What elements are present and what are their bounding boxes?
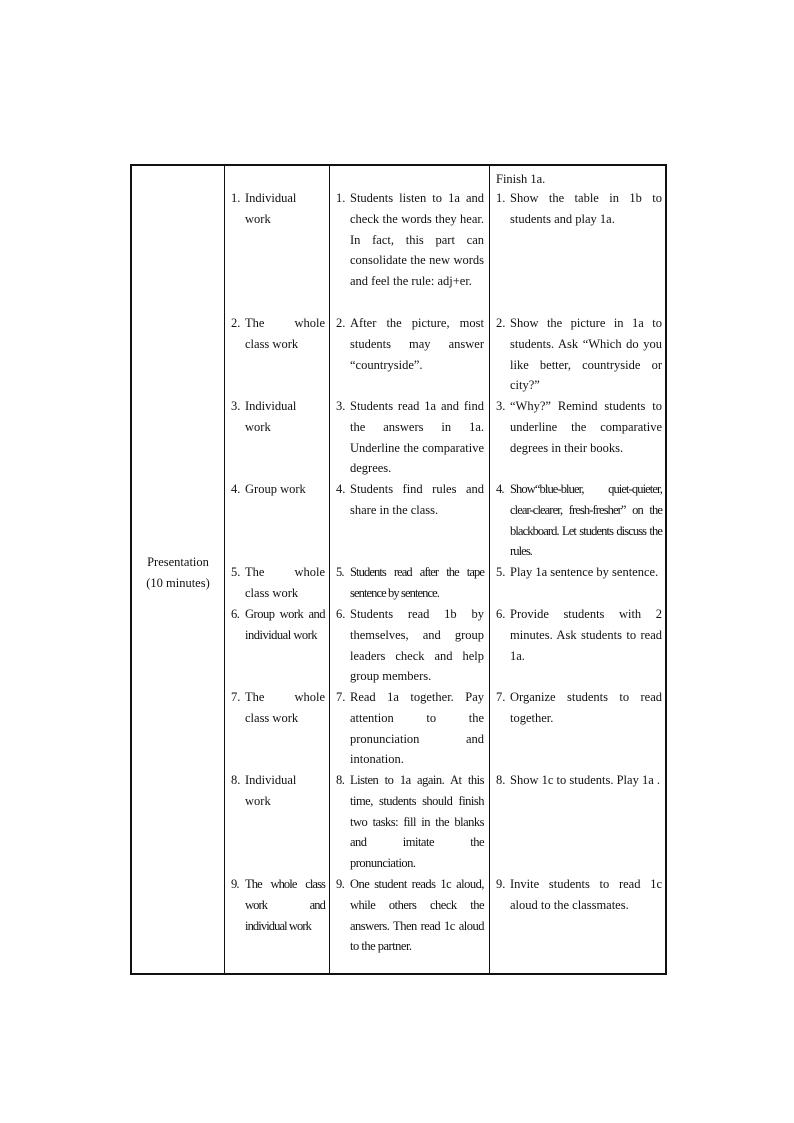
teacher-activity-cell: 7. Organize students to read together. bbox=[496, 690, 662, 725]
student-activity-cell: 1. Students listen to 1a and check the words they hear. In fact, this part can consolidate the new words and feel the rule: adj+er. bbox=[336, 191, 484, 289]
section-duration: (10 minutes) bbox=[146, 576, 210, 590]
mode-cell: 1. Individual work bbox=[231, 191, 297, 226]
teacher-column-header: Finish 1a. bbox=[496, 172, 546, 186]
activity-mode-column bbox=[231, 166, 325, 973]
mode-cell: 9. The whole class work and individual work bbox=[231, 877, 325, 933]
mode-cell: 2. The whole class work bbox=[231, 316, 325, 351]
student-activity-cell: 5. Students read after the tape sentence by sentence. bbox=[336, 565, 484, 600]
section-label bbox=[132, 552, 224, 594]
section-name: Presentation bbox=[147, 555, 209, 569]
student-activity-cell: 9. One student reads 1c aloud, while others check the answers. Then read 1c aloud to the partner. bbox=[336, 877, 484, 954]
mode-cell: 5. The whole class work bbox=[231, 565, 325, 600]
teacher-activity-cell: 1. Show the table in 1b to students and play 1a. bbox=[496, 191, 662, 226]
student-activity-cell: 6. Students read 1b by themselves, and group leaders check and help group members. bbox=[336, 607, 484, 684]
student-activity-cell: 3. Students read 1a and find the answers in 1a. Underline the comparative degrees. bbox=[336, 399, 484, 476]
mode-cell: 7. The whole class work bbox=[231, 690, 325, 725]
teacher-activity-cell: 5. Play 1a sentence by sentence. bbox=[496, 565, 659, 579]
lesson-plan-table bbox=[130, 164, 667, 975]
mode-cell: 8. Individual work bbox=[231, 773, 297, 808]
mode-cell: 4. Group work bbox=[231, 482, 306, 496]
student-activity-cell: 4. Students find rules and share in the class. bbox=[336, 482, 484, 517]
mode-cell: 6. Group work and individual work bbox=[231, 607, 325, 642]
teacher-activity-cell: 6. Provide students with 2 minutes. Ask students to read 1a. bbox=[496, 607, 662, 663]
column-divider bbox=[224, 166, 225, 973]
student-activity-cell: 7. Read 1a together. Pay attention to the pronunciation and intonation. bbox=[336, 690, 484, 767]
teacher-activity-column bbox=[496, 166, 662, 973]
teacher-activity-cell: 9. Invite students to read 1c aloud to the classmates. bbox=[496, 877, 662, 912]
student-activity-column bbox=[336, 166, 484, 973]
teacher-activity-cell: 2. Show the picture in 1a to students. Ask “Which do you like better, countryside or city?” bbox=[496, 316, 662, 393]
student-activity-cell: 8. Listen to 1a again. At this time, students should finish two tasks: fill in the blanks and imitate the pronunciation. bbox=[336, 773, 484, 871]
mode-cell: 3. Individual work bbox=[231, 399, 297, 434]
column-divider bbox=[329, 166, 330, 973]
teacher-activity-cell: 4. Show“blue-bluer, quiet-quieter, clear-clearer, fresh-fresher” on the blackboard. Let students discuss the rules. bbox=[496, 482, 662, 559]
column-divider bbox=[489, 166, 490, 973]
teacher-activity-cell: 8. Show 1c to students. Play 1a . bbox=[496, 773, 660, 787]
teacher-activity-cell: 3. “Why?” Remind students to underline the comparative degrees in their books. bbox=[496, 399, 662, 455]
student-activity-cell: 2. After the picture, most students may answer “countryside”. bbox=[336, 316, 484, 372]
